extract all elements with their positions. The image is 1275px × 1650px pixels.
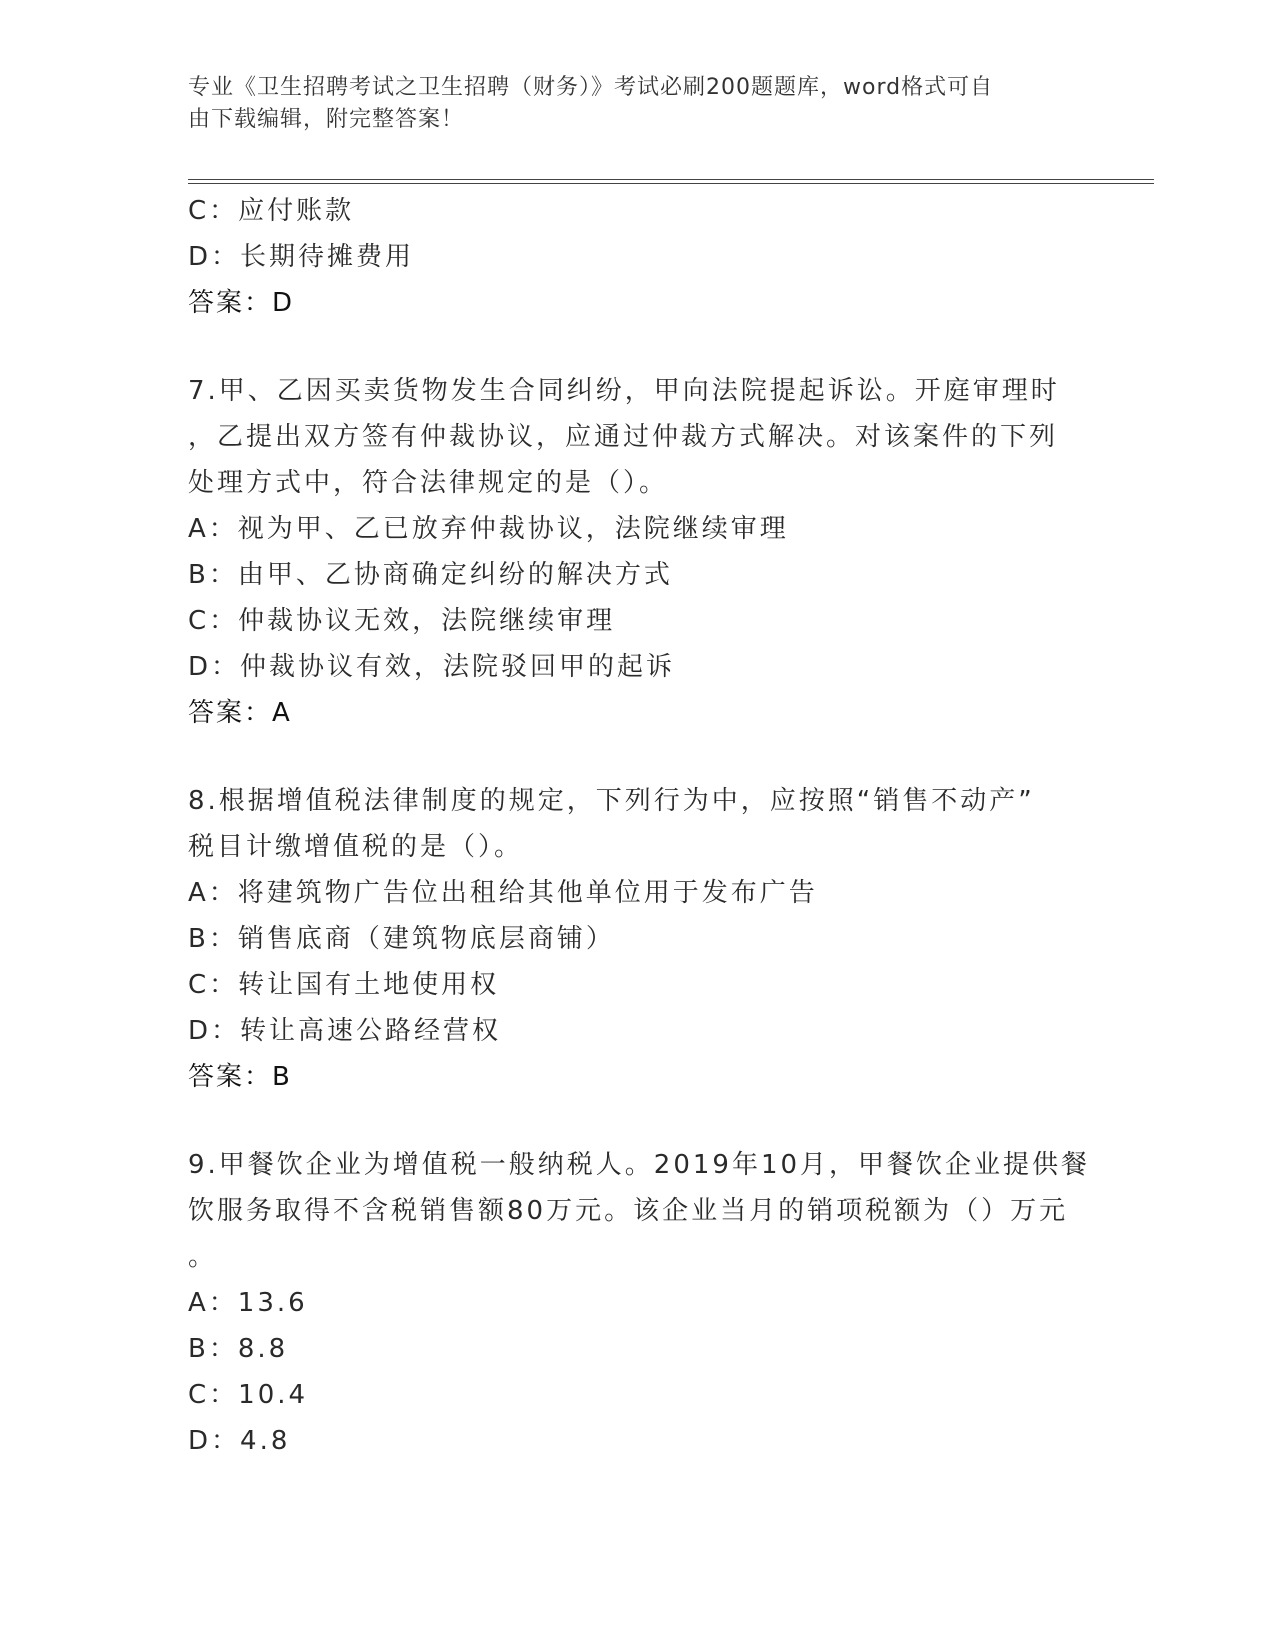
question-7: [188, 368, 1088, 736]
spacer: [188, 326, 1088, 368]
question-text-line: ，乙提出双方签有仲裁协议，应通过仲裁方式解决。对该案件的下列: [188, 422, 1059, 452]
question-text-line: 处理方式中，符合法律规定的是（）。: [188, 468, 669, 498]
document-header: [188, 72, 1068, 136]
header-divider-top: [188, 179, 1154, 180]
question-text-line: 饮服务取得不含税销售额80万元。该企业当月的销项税额为（）万元: [188, 1196, 1069, 1226]
question-9: [188, 1142, 1091, 1464]
document-body: [188, 188, 1091, 1464]
question-text-line: 。: [188, 1242, 218, 1272]
spacer: [188, 1100, 1088, 1142]
option-a: A：视为甲、乙已放弃仲裁协议，法院继续审理: [188, 514, 789, 544]
option-b: B：由甲、乙协商确定纠纷的解决方式: [188, 560, 673, 590]
option-d: D：长期待摊费用: [188, 242, 415, 272]
option-c: C：仲裁协议无效，法院继续审理: [188, 606, 616, 636]
option-a: A：将建筑物广告位出租给其他单位用于发布广告: [188, 878, 818, 908]
option-b: B：8.8: [188, 1334, 289, 1364]
option-c: C：应付账款: [188, 196, 355, 226]
question-8: [188, 778, 1088, 1100]
option-d: D：仲裁协议有效，法院驳回甲的起诉: [188, 652, 676, 682]
option-a: A：13.6: [188, 1288, 308, 1318]
answer-line: 答案：D: [188, 288, 295, 318]
option-d: D：4.8: [188, 1426, 291, 1456]
option-c: C：10.4: [188, 1380, 309, 1410]
option-b: B：销售底商（建筑物底层商铺）: [188, 924, 615, 954]
answer-line: 答案：B: [188, 1062, 292, 1092]
option-c: C：转让国有土地使用权: [188, 970, 500, 1000]
header-line-2: 由下载编辑，附完整答案！: [188, 107, 465, 132]
spacer: [188, 736, 1088, 778]
question-6-continued: [188, 188, 1088, 326]
question-text-line: 7.甲、乙因买卖货物发生合同纠纷，甲向法院提起诉讼。开庭审理时: [188, 376, 1060, 406]
question-text-line: 税目计缴增值税的是（）。: [188, 832, 524, 862]
question-text-line: 9.甲餐饮企业为增值税一般纳税人。2019年10月，甲餐饮企业提供餐: [188, 1150, 1091, 1180]
answer-line: 答案：A: [188, 698, 292, 728]
option-d: D：转让高速公路经营权: [188, 1016, 502, 1046]
header-line-1: 专业《卫生招聘考试之卫生招聘（财务）》考试必刷200题题库，word格式可自: [188, 75, 994, 100]
question-text-line: 8.根据增值税法律制度的规定，下列行为中，应按照“销售不动产”: [188, 786, 1035, 816]
header-divider-bottom: [188, 183, 1154, 184]
